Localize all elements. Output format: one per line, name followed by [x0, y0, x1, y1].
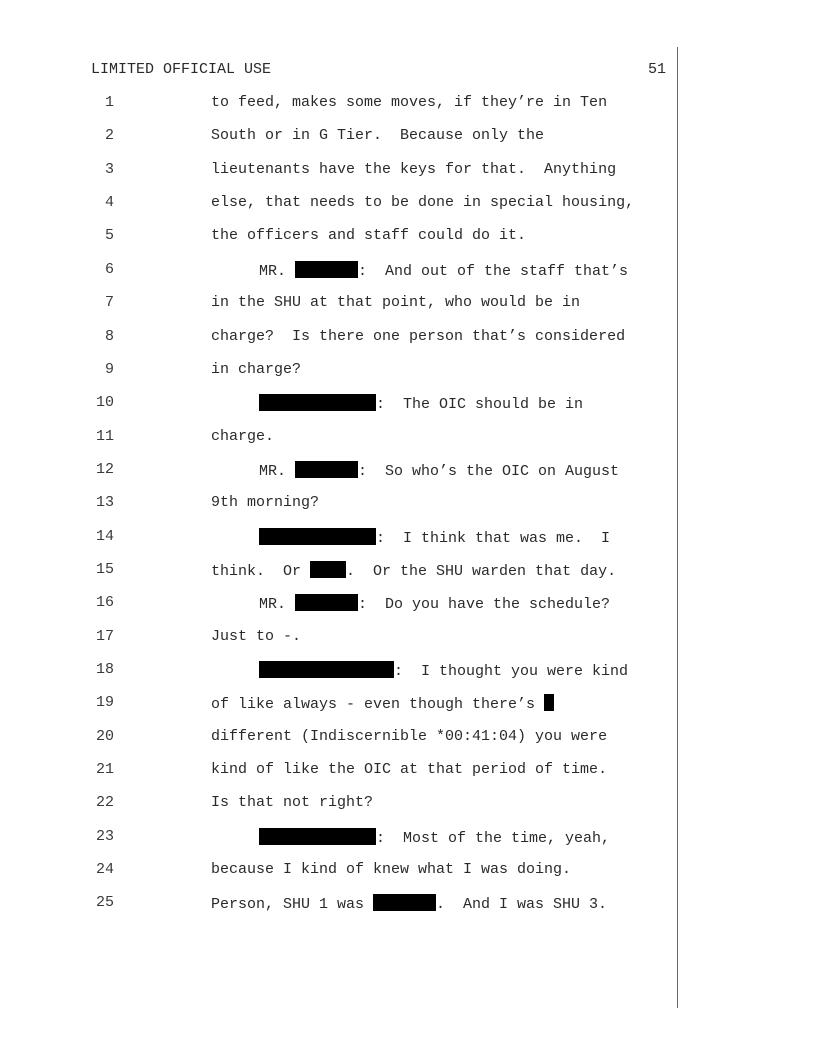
- transcript-line: [0, 761, 670, 783]
- line-number: 1: [104, 94, 114, 111]
- transcript-line: [0, 94, 670, 116]
- line-text: [211, 494, 319, 511]
- transcript-line: [0, 794, 670, 816]
- redaction-block: [259, 661, 394, 678]
- text-segment: different (Indiscernible *00:41:04) you were: [211, 727, 608, 745]
- text-segment: 9th morning?: [211, 494, 320, 512]
- page-number: 51: [647, 61, 666, 78]
- transcript-line: [0, 594, 670, 616]
- line-number: 23: [95, 827, 114, 845]
- line-text: [211, 194, 634, 211]
- line-text: [211, 294, 580, 311]
- text-segment: Just to -.: [211, 627, 302, 645]
- transcript-line: [0, 361, 670, 383]
- text-segment: : I think that was me. I: [376, 529, 611, 547]
- line-text: [259, 828, 610, 847]
- line-number: 25: [95, 894, 114, 912]
- line-text: [211, 127, 544, 144]
- line-number: 16: [95, 594, 114, 612]
- classification-header: LIMITED OFFICIAL USE: [91, 61, 272, 78]
- redaction-block: [259, 528, 376, 545]
- line-number: 22: [95, 794, 114, 812]
- line-number: 8: [104, 327, 114, 345]
- line-text: [211, 861, 571, 878]
- line-number: 4: [104, 194, 114, 212]
- text-segment: : So who’s the OIC on August: [358, 462, 620, 480]
- line-text: [211, 761, 607, 778]
- text-segment: . Or the SHU warden that day.: [346, 562, 617, 580]
- transcript-line: [0, 461, 670, 483]
- line-text: [211, 227, 526, 244]
- transcript-line: [0, 694, 670, 716]
- line-number: 10: [95, 394, 114, 412]
- line-text: [211, 728, 607, 745]
- transcript-line: [0, 628, 670, 650]
- line-text: [259, 394, 583, 413]
- text-segment: kind of like the OIC at that period of time.: [211, 761, 608, 778]
- transcript-line: [0, 494, 670, 516]
- line-text: [211, 361, 301, 378]
- line-number: 7: [104, 294, 114, 312]
- redaction-block: [259, 828, 376, 845]
- redaction-block: [310, 561, 346, 578]
- text-segment: : The OIC should be in: [376, 396, 584, 414]
- transcript-line: [0, 428, 670, 450]
- line-number: 21: [95, 761, 114, 778]
- page-margin-rule: [677, 47, 678, 1008]
- transcript-line: [0, 894, 670, 916]
- line-number: 2: [104, 127, 114, 145]
- redaction-block: [295, 461, 358, 478]
- transcript-line: [0, 294, 670, 316]
- redaction-block: [295, 261, 358, 278]
- text-segment: in the SHU at that point, who would be in: [211, 294, 581, 312]
- line-text: [211, 694, 554, 713]
- text-segment: MR.: [259, 462, 296, 480]
- line-number: 11: [95, 427, 114, 445]
- text-segment: charge? Is there one person that’s considered: [211, 327, 626, 345]
- line-number: 6: [104, 260, 114, 278]
- transcript-line: [0, 194, 670, 216]
- redaction-block: [259, 394, 376, 411]
- transcript-line: [0, 861, 670, 883]
- text-segment: to feed, makes some moves, if they’re in Ten: [211, 94, 608, 111]
- redaction-block: [544, 694, 554, 711]
- text-segment: Person, SHU 1 was: [211, 896, 374, 914]
- transcript-line: [0, 561, 670, 583]
- line-number: 19: [95, 694, 114, 712]
- line-number: 15: [95, 560, 114, 578]
- text-segment: lieutenants have the keys for that. Anything: [211, 160, 617, 178]
- line-number: 24: [95, 861, 114, 879]
- line-number: 13: [95, 494, 114, 512]
- line-number: 5: [104, 227, 114, 245]
- text-segment: : Most of the time, yeah,: [376, 829, 611, 847]
- line-number: 14: [95, 527, 114, 545]
- line-number: 17: [95, 627, 114, 645]
- line-text: [211, 161, 616, 178]
- text-segment: because I kind of knew what I was doing.: [211, 861, 572, 879]
- redaction-block: [373, 894, 436, 911]
- line-text: [259, 528, 610, 547]
- line-number: 3: [104, 160, 114, 178]
- text-segment: MR.: [259, 596, 296, 614]
- text-segment: the officers and staff could do it.: [211, 227, 527, 245]
- line-number: 20: [95, 727, 114, 745]
- text-segment: of like always - even though there’s: [211, 696, 545, 714]
- transcript-line: [0, 261, 670, 283]
- text-segment: : I thought you were kind: [394, 663, 629, 680]
- transcript-line: [0, 661, 670, 683]
- line-text: [211, 894, 607, 913]
- text-segment: Is that not right?: [211, 794, 374, 812]
- text-segment: else, that needs to be done in special housing,: [211, 194, 635, 212]
- line-text: [259, 261, 628, 280]
- transcript-line: [0, 161, 670, 183]
- line-number: 18: [95, 661, 114, 678]
- line-text: [211, 94, 607, 111]
- text-segment: think. Or: [211, 562, 311, 580]
- transcript-line: [0, 828, 670, 850]
- line-number: 9: [104, 360, 114, 378]
- line-text: [211, 794, 373, 811]
- transcript-line: [0, 328, 670, 350]
- redaction-block: [295, 594, 358, 611]
- text-segment: : And out of the staff that’s: [358, 262, 629, 280]
- line-text: [259, 661, 628, 680]
- line-text: [211, 628, 301, 645]
- text-segment: charge.: [211, 427, 275, 445]
- text-segment: MR.: [259, 262, 296, 280]
- line-text: [211, 328, 625, 345]
- text-segment: South or in G Tier. Because only the: [211, 127, 545, 145]
- text-segment: : Do you have the schedule?: [358, 596, 611, 614]
- transcript-line: [0, 394, 670, 416]
- line-text: [259, 461, 619, 480]
- text-segment: . And I was SHU 3.: [436, 896, 608, 914]
- transcript-line: [0, 127, 670, 149]
- line-text: [259, 594, 610, 613]
- line-text: [211, 561, 616, 580]
- transcript-line: [0, 728, 670, 750]
- text-segment: in charge?: [211, 360, 302, 378]
- line-text: [211, 428, 274, 445]
- transcript-line: [0, 227, 670, 249]
- transcript-line: [0, 528, 670, 550]
- line-number: 12: [95, 460, 114, 478]
